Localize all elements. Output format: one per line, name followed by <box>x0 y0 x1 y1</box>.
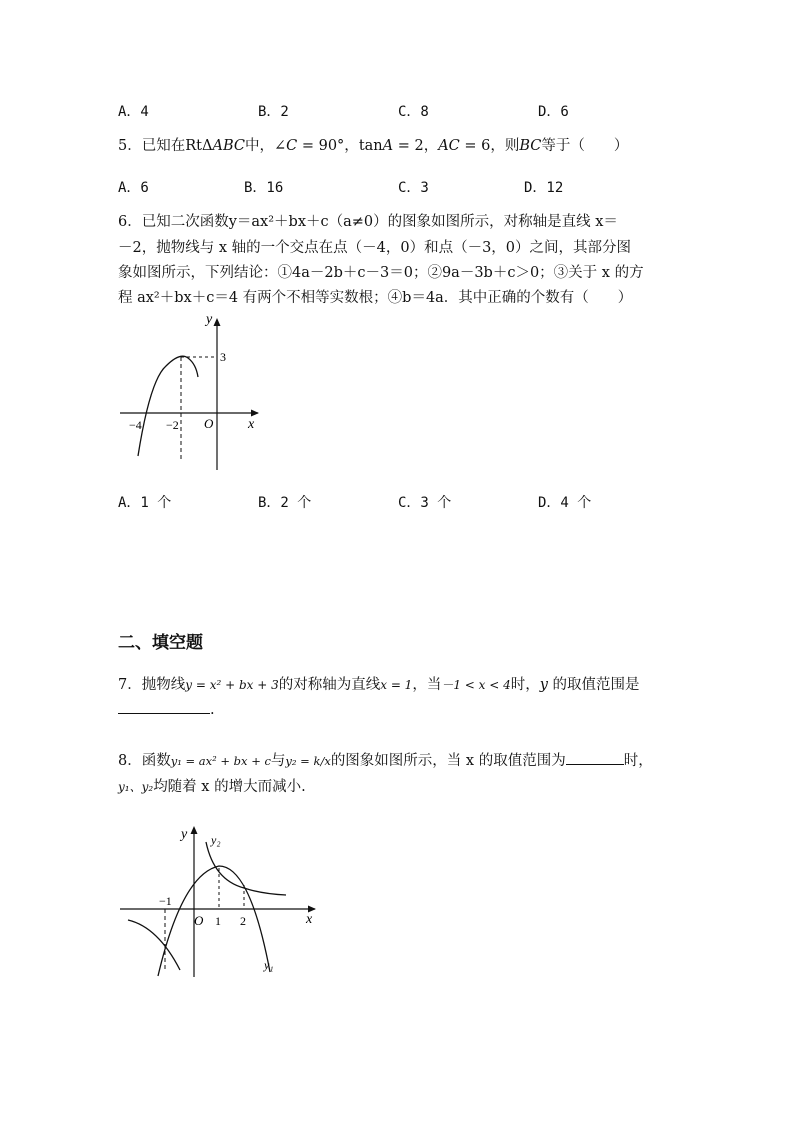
q7-text: 时， <box>510 677 540 693</box>
section-title: 二、填空题 <box>118 633 203 653</box>
q5-a: A <box>382 138 394 154</box>
q5-option-d: D．12 <box>524 180 564 196</box>
q6-label-neg2: −2 <box>166 418 179 432</box>
q4-option-c: C．8 <box>398 104 429 120</box>
q7-y: y <box>539 677 548 693</box>
q6-option-d: D．4 个 <box>538 495 592 511</box>
q6-line-4: 程 ax²＋bx＋c＝4 有两个不相等实数根；④b＝4a．其中正确的个数有（ ） <box>118 290 633 306</box>
q6-line-3: 象如图所示，下列结论：①4a－2b＋c－3＝0；②9a－3b＋c＞0；③关于 x 的方 <box>118 265 644 281</box>
q8-label-y1: y₁ <box>264 958 274 972</box>
q6-x-arrow <box>251 410 259 417</box>
q6-option-c: C．3 个 <box>398 495 452 511</box>
q5-text: 中， <box>244 138 274 154</box>
q7-answer-blank[interactable] <box>118 699 210 714</box>
q7-range: －1 < x < 4 <box>441 678 511 692</box>
q5-stem <box>118 134 628 158</box>
q8-stem <box>118 749 653 773</box>
q8-y2-expression: y₂ = k/x <box>285 754 331 768</box>
q6-label-origin: O <box>204 416 214 431</box>
q7-axis: x = 1 <box>380 678 413 692</box>
q5-angle: ∠ <box>273 138 287 154</box>
q6-label-y: y <box>206 312 213 327</box>
q5-delta: Δ <box>201 138 213 154</box>
q7-answer-line <box>118 698 215 722</box>
q7-text: 的对称轴为直线 <box>278 677 381 693</box>
q8-label-neg1: −1 <box>159 894 172 908</box>
q8-text: 与 <box>270 753 286 769</box>
q6-label-neg4: −4 <box>129 418 142 432</box>
q8-answer-blank[interactable] <box>566 750 624 765</box>
q5-text: 5．已知在Rt <box>118 138 202 154</box>
q5-ac: AC <box>438 138 460 154</box>
q8-text: 均随着 x 的增大而减小. <box>153 779 306 795</box>
q8-text: 8．函数 <box>118 753 171 769</box>
q5-text: = 90°， <box>297 138 359 154</box>
q7-period: . <box>210 702 215 718</box>
q7-text: 的取值范围是 <box>547 677 640 693</box>
q5-option-b: B．16 <box>244 180 284 196</box>
q8-label-y2: y₂ <box>211 833 221 847</box>
q8-label-x: x <box>306 912 313 927</box>
q7-expression: y = x² + bx + 3 <box>185 678 279 692</box>
q5-text: = 6，则 <box>459 138 520 154</box>
q8-hyperbola-y2-right <box>206 842 286 895</box>
q7-text: 7．抛物线 <box>118 677 186 693</box>
q8-line-2 <box>118 775 306 799</box>
q6-option-b: B．2 个 <box>258 495 312 511</box>
q8-label-y: y <box>181 827 188 842</box>
q5-c: C <box>286 138 298 154</box>
q6-line-1: 6．已知二次函数y＝ax²＋bx＋c（a≠0）的图象如图所示，对称轴是直线 x＝ <box>118 214 618 230</box>
q6-option-a: A．1 个 <box>118 495 172 511</box>
q8-y-arrow <box>191 826 198 834</box>
q5-tan: tan <box>358 138 383 154</box>
q6-label-x: x <box>248 417 255 432</box>
q8-y1-expression: y₁ = ax² + bx + c <box>170 754 271 768</box>
q8-vars: y₁、y₂ <box>118 780 154 794</box>
q8-label-1: 1 <box>215 914 221 928</box>
q8-label-2: 2 <box>240 914 246 928</box>
q4-option-d: D．6 <box>538 104 569 120</box>
q5-bc: BC <box>519 138 542 154</box>
q8-label-origin: O <box>194 913 204 928</box>
q5-option-c: C．3 <box>398 180 429 196</box>
q8-text: 时， <box>623 753 653 769</box>
q5-triangle: ABC <box>212 138 245 154</box>
q7-stem <box>118 673 640 697</box>
q6-parabola-graph <box>110 310 270 480</box>
q6-y-arrow <box>214 318 221 326</box>
q5-text: 等于（ ） <box>541 138 629 154</box>
q6-label-3: 3 <box>220 350 226 364</box>
q7-text: ，当 <box>412 677 442 693</box>
q4-option-b: B．2 <box>258 104 289 120</box>
q8-text: 的图象如图所示，当 x 的取值范围为 <box>330 753 566 769</box>
q5-option-a: A．6 <box>118 180 149 196</box>
q6-parabola <box>138 356 198 456</box>
q6-line-2: －2，抛物线与 x 轴的一个交点在点（－4，0）和点（－3，0）之间，其部分图 <box>118 240 632 256</box>
q4-option-a: A．4 <box>118 104 149 120</box>
q5-text: = 2， <box>393 138 439 154</box>
q8-function-graph <box>110 822 325 982</box>
